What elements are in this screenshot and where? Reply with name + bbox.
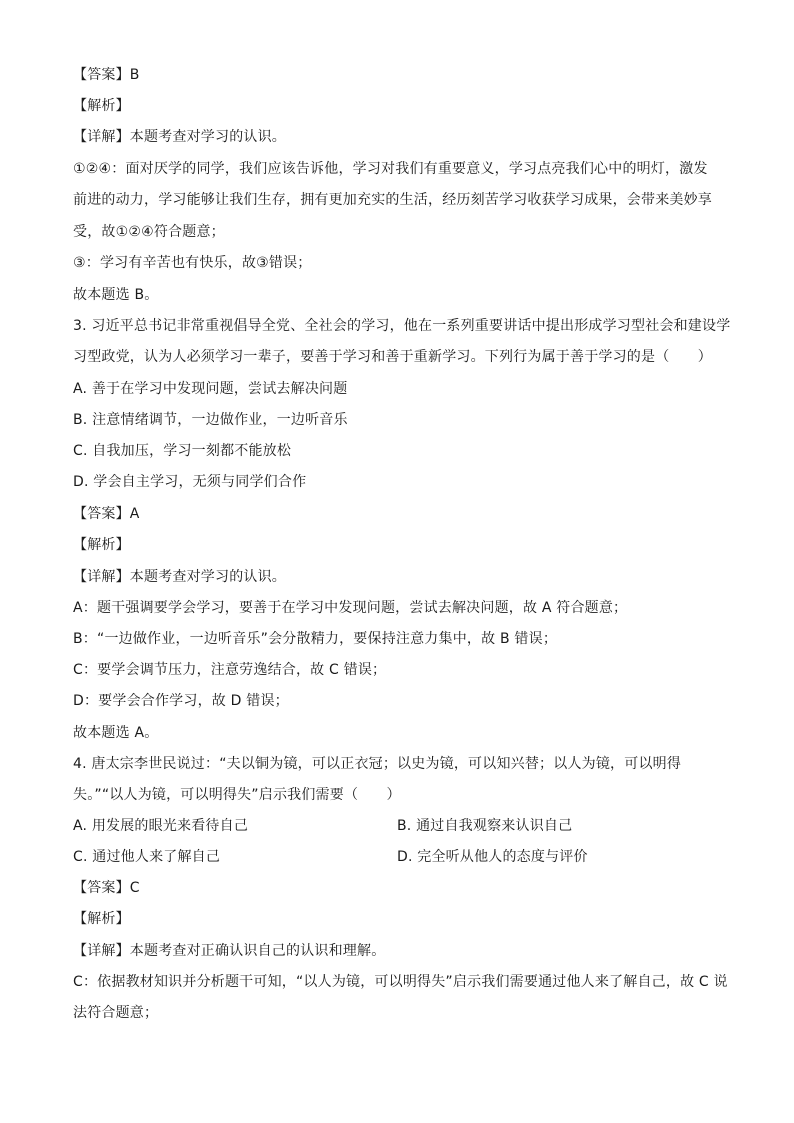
q3-stem-line: 习型政党，认为人必须学习一辈子，要善于学习和善于重新学习。下列行为属于善于学习的是（ ） — [73, 349, 712, 365]
q4-option-c: C. 通过他人来了解自己 — [73, 849, 221, 865]
q3-explanation-b: B：“一边做作业，一边听音乐”会分散精力，要保持注意力集中，故 B 错误； — [73, 631, 558, 647]
q2-analysis-heading: 【解析】 — [73, 98, 130, 114]
q2-answer: 【答案】B — [73, 67, 140, 83]
q4-explanation-line: C：依据教材知识并分析题干可知，“以人为镜，可以明得失”启示我们需要通过他人来了解自己，故 C 说 — [73, 974, 728, 990]
q2-paragraph-line: 前进的动力，学习能够让我们生存，拥有更加充实的生活，经历刻苦学习收获学习成果，会带来美妙享 — [73, 192, 712, 208]
q4-analysis-heading: 【解析】 — [73, 911, 130, 927]
q2-paragraph-line: 受，故①②④符合题意； — [73, 224, 225, 240]
q2-conclusion: 故本题选 B。 — [73, 287, 159, 303]
q4-detail: 【详解】本题考查对正确认识自己的认识和理解。 — [73, 943, 386, 959]
q3-option-a: A. 善于在学习中发现问题，尝试去解决问题 — [73, 381, 348, 397]
q3-analysis-heading: 【解析】 — [73, 537, 130, 553]
q2-detail: 【详解】本题考查对学习的认识。 — [73, 129, 286, 145]
q2-paragraph-2: ③：学习有辛苦也有快乐，故③错误； — [73, 255, 312, 271]
q3-explanation-a: A：题干强调要学会学习，要善于在学习中发现问题，尝试去解决问题，故 A 符合题意； — [73, 600, 628, 616]
q2-paragraph-line: ①②④：面对厌学的同学，我们应该告诉他，学习对我们有重要意义，学习点亮我们心中的明灯，激发 — [73, 161, 708, 177]
q4-stem-line: 4. 唐太宗李世民说过：“夫以铜为镜，可以正衣冠；以史为镜，可以知兴替；以人为镜，可以明得 — [73, 756, 682, 772]
q3-explanation-c: C：要学会调节压力，注意劳逸结合，故 C 错误； — [73, 662, 387, 678]
q3-option-c: C. 自我加压，学习一刻都不能放松 — [73, 443, 292, 459]
q3-conclusion: 故本题选 A。 — [73, 725, 159, 741]
q4-explanation-line: 法符合题意； — [73, 1005, 159, 1021]
q4-stem-line: 失。”“以人为镜，可以明得失”启示我们需要（ ） — [73, 787, 401, 803]
q3-stem-line: 3. 习近平总书记非常重视倡导全党、全社会的学习，他在一系列重要讲话中提出形成学习型社会和建设学 — [73, 318, 731, 334]
q3-detail: 【详解】本题考查对学习的认识。 — [73, 569, 286, 585]
q3-answer: 【答案】A — [73, 506, 140, 522]
q4-option-a: A. 用发展的眼光来看待自己 — [73, 818, 249, 834]
q4-option-d: D. 完全听从他人的态度与评价 — [397, 849, 588, 865]
q4-answer: 【答案】C — [73, 880, 140, 896]
q3-option-d: D. 学会自主学习，无须与同学们合作 — [73, 474, 307, 490]
q3-option-b: B. 注意情绪调节，一边做作业，一边听音乐 — [73, 412, 348, 428]
q4-option-b: B. 通过自我观察来认识自己 — [397, 818, 573, 834]
q3-explanation-d: D：要学会合作学习，故 D 错误； — [73, 693, 289, 709]
